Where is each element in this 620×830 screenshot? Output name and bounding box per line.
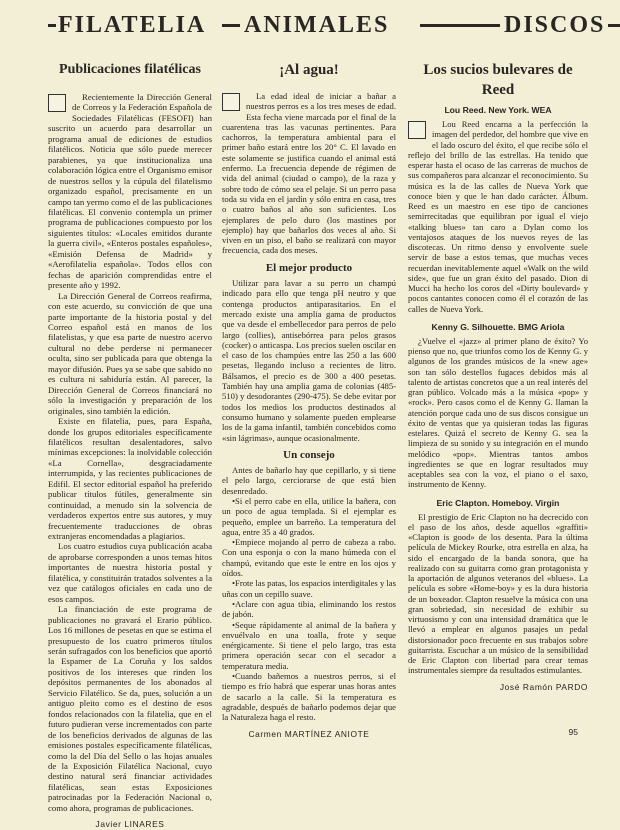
paragraph: Antes de bañarlo hay que cepillarlo, y si tiene el pelo largo, cerciorarse de que está bien desenredado. — [222, 465, 396, 496]
box-ornament — [408, 121, 426, 139]
subheading: El mejor producto — [265, 261, 353, 274]
article-title-filatelia: Publicaciones filatélicas — [59, 62, 201, 77]
paragraph: Los cuatro estudios cuya publicación acaba de aprobarse corresponden a unos temas hitos importantes de nuestra historia postal y filatélica, y constituirán tratados solventes a la vez que catálogos oficiales en cada uno de esos campos. — [48, 541, 212, 604]
section-discos: DISCOS — [504, 12, 606, 38]
bullet-item: • Aclare con agua tibia, eliminando los restos de jabón. — [222, 599, 396, 620]
subheading: Un consejo — [283, 448, 335, 461]
bullet-item: • Cuando bañemos a nuestros perros, si el tiempo es frío habrá que esperar unas horas antes de sacarlo a la calle. Si la temperatura es agradable, después de bañarlo podemos dejar que la Naturaleza haga el resto. — [222, 671, 396, 722]
paragraph: Recientemente la Dirección General de Correos y la Federación Española de Sociedades Filatélicas (FESOFI) han suscrito un acuerdo para desarrollar un programa anual de ediciones de estudios filatélicos. Noticia que sólo puede merecer parabienes, ya que institucionaliza una colaboración lógica entre el Organismo emisor de nuestros sellos y la cúpula del filatelismo organizado español, precisamente en un campo tan yermo como el de las publicaciones filatélicas. El convenio contempla un primer programa de publicaciones compuesto por los siguientes títulos: «Locales emitidos durante la guerra civil», «Enteros postales españoles», «Emisión Defensa de Madrid» y «Aerofilatelia española». Todos ellos con fechas de aparición comprendidas entre el presente año y 1992. — [48, 92, 212, 291]
author-byline: Javier LINARES — [95, 819, 165, 830]
paragraph: La financiación de este programa de publicaciones no gravará el Erario público. Los 16 millones de pesetas en que se estima el presupuesto de los cuatro primeros títulos serán sufragados con los beneficios que aportó la Espamer de La Coruña y los saldos positivos de los intereses que rinden los depósitos permanentes de los abonados al Servicio Filatélico. Se da, pues, solución a un antiguo pleito como es el destino de esos fondos relacionados con la filatelia, que en el futuro pudieran verse incrementados con parte de los beneficios derivados de algunas de las emisiones postales específicamente filatélicas, como la del Día del Sello o las hojas anuales de la Exposición Filatélica Nacional, cuyo destino natural será financiar actividades filatélicas, sean estas Exposiciones patrocinadas por la Federación Nacional o, como ahora, programas de publicaciones. — [48, 604, 212, 813]
paragraph: La Dirección General de Correos reafirma, con este acuerdo, su convicción de que una parte importante de la historia postal y del Correo español está en manos de los filatelistas, y que esa parte de nuestro acervo cultural no debe perderse ni permanecer oculta, sino ser publicada para que obtenga la mayor difusión. Pues ya se sabe que sabido no es cultura ni sabiduría están. Al parecer, la Dirección General de Correos financiará no sólo la investigación y preparación de los originales, sino también la edición. — [48, 290, 212, 416]
paragraph: Lou Reed encarna a la perfección la imagen del perdedor, del hombre que vive en el lado oscuro del éxito, el que recibe sólo el reflejo del brillo de las estrellas. Ha tenido que esperar hasta el ocaso de las carreras de muchos de sus compañeros para alcanzar el reconocimiento. Su música es la de las calles de Nueva York que conoce bien y que le han dado carácter. Álbum. Reed es un maestro en ese tipo de canciones semirrecitadas que equilibran por igual el viejo «talking blues» tan caro a Dylan como los ventajosos ataques de los nuevos reyes de las discotecas. Un ritmo denso y envolvente suele servir de base a estos temas, que muchas veces recuerdan inevitablemente aquel «Walk on the wild side», que fue un gran éxito del pasado. Dion di Mucci ha hecho los coros del «Dirty boulevard» y pocos cantantes conocen como él el corazón de las calles de Nueva York. — [408, 119, 588, 314]
author-byline: José Ramón PARDO — [499, 681, 588, 692]
column-filatelia — [48, 60, 212, 830]
review-heading: Lou Reed. New York. WEA — [444, 105, 552, 115]
rule — [222, 24, 240, 27]
rule — [420, 24, 500, 27]
box-ornament — [222, 93, 240, 111]
page-number: 95 — [568, 727, 578, 737]
paragraph: ¿Vuelve el «jazz» al primer plano de éxito? Yo pienso que no, que triunfos como los de Kenny G. y algunos de los grandes músicos de la «new age» son tan sólo destellos fugaces debidos más al talento de artistas concretos que a un real interés del gran público. Volcado más a la música «pop» y «rock». Pero casos como el de Kenny G. llaman la atención porque cada uno de sus discos consigue un éxito de ventas que ya quisieran todas las figuras estelares. Quizá el secreto de Kenny G. sea la limpieza de su sonido y su integración en el mundo melódico «pop». Mientras tantos ambos ingredientes se que en lograr resultados muy aceptables sea con la voz, el piano o el saxo, instrumento de Kenny. — [408, 335, 588, 490]
paragraph: La edad ideal de iniciar a bañar a nuestros perros es a los tres meses de edad. Esta fecha viene marcada por el final de la cuarentena tras las vacunas pertinentes. Para cachorros, la temperatura ambiental para el primer baño estará entre los 20° C. El lavado en este solamente se justifica cuando el animal está enfermo. La frecuencia depende de régimen de vida del animal (ciudad o campo), de la raza y sobre todo de cómo sea el pelaje. Si un perro pasa toda su vida en el jardín y sólo entra en casa, tres o cuatro baños al año son suficientes. Los ejemplares de pelo duro (los mastines por ejemplo) hay que bañarlos dos veces al año. Si viven en un piso, el baño se realizará con mayor frecuencia, cada dos meses. — [222, 91, 396, 256]
paragraph: Utilizar para lavar a su perro un champú indicado para ello que tenga pH neutro y que contenga productos antiparasitarios. En el mercado existe una amplia gama de productos que va desde el embellecedor para perros de pelo largo (collies), antisebórrea para pelos grasos (cocker) o anticaspa. Los precios suelen oscilar en el caso de los champúes entre las 250 a las 600 pesetas, llegando incluso a recientes de litro. Bálsamos, el precio es de 300 a 400 pesetas. También hay una amplia gama de colonias (485-510) y desodorantes (290-475). Se debe evitar por todos los medios los productos destinados al consumo humano y solamente pueden emplearse los de la gama infantil, también concebidos como «sin lágrimas», aunque ocasionalmente. — [222, 278, 396, 443]
section-header-band — [48, 12, 606, 38]
column-animales — [222, 60, 396, 739]
paragraph: Existe en filatelia, pues, para España, donde los grupos editoriales específicamente filatélicos resultan desalentadores, salvo mínimas excepciones: la inolvidable colección «La Cornella», desgraciadamente interrumpida, y las recientes publicaciones de Edifil. El sector editorial español ha preferido publicar títulos fútiles, generalmente sin continuidad, a menudo sin la solvencia de verdaderos expertos entre sus autores, y muy frecuentemente traducciones de obras extranjeras encomendadas a plagiarios. — [48, 416, 212, 542]
rule — [48, 24, 56, 27]
section-animales: ANIMALES — [244, 12, 390, 38]
bullet-item: • Si el perro cabe en ella, utilice la bañera, con un poco de agua templada. Si el ejemplar es pequeño, emplee un barreño. La temperatura del agua, entre 35 a 40 grados. — [222, 496, 396, 537]
section-filatelia: FILATELIA — [58, 12, 207, 38]
rule — [608, 24, 620, 27]
article-title-discos: Los sucios bulevares de Reed — [423, 62, 573, 98]
author-byline: Carmen MARTÍNEZ ANIOTE — [248, 728, 370, 739]
review-heading: Kenny G. Silhouette. BMG Ariola — [431, 321, 565, 332]
article-title-animales: ¡Al agua! — [279, 62, 339, 78]
bullet-item: • Seque rápidamente al animal de la bañera y envuélvalo en una toalla, frote y seque enérgicamente. Si tiene el pelo largo, tras esta primera operación secar con el secador a temperatura media. — [222, 620, 396, 671]
bullet-item: • Empiece mojando al perro de cabeza a rabo. Con una esponja o con la mano húmeda con el champú, evitando que este le entre en los ojos y oídos. — [222, 537, 396, 578]
bullet-item: • Frote las patas, los espacios interdigitales y las uñas con un cepillo suave. — [222, 578, 396, 599]
paragraph: El prestigio de Eric Clapton no ha decrecido con el paso de los años, desde aquellos «graffiti» «Clapton is good» de los desenta. Para la última película de Mickey Rourke, otra estrella en alza, ha sido el encargado de la banda sonora, que ha realizado con su guitarra como gran protagonista y la aportación de algunos veteranos del «blues». La película es sobre «Home-boy» y es la dura historia de un boxeador. Clapton resuelve la música con una gran sobriedad, sin necesidad de exhibir su virtuosismo y con una intensidad dramática que le llevó a emplear en algunos pasajes un pedal distorsionador poco frecuente en sus trabajos sobre guitarrista. Escuchar a un músico de la sensibilidad de Eric Clapton con libertad para crear temas instrumentales siempre da resultados estimulantes. — [408, 511, 588, 676]
column-discos — [408, 60, 588, 692]
box-ornament — [48, 94, 66, 112]
review-heading: Eric Clapton. Homeboy. Virgin — [436, 497, 560, 508]
